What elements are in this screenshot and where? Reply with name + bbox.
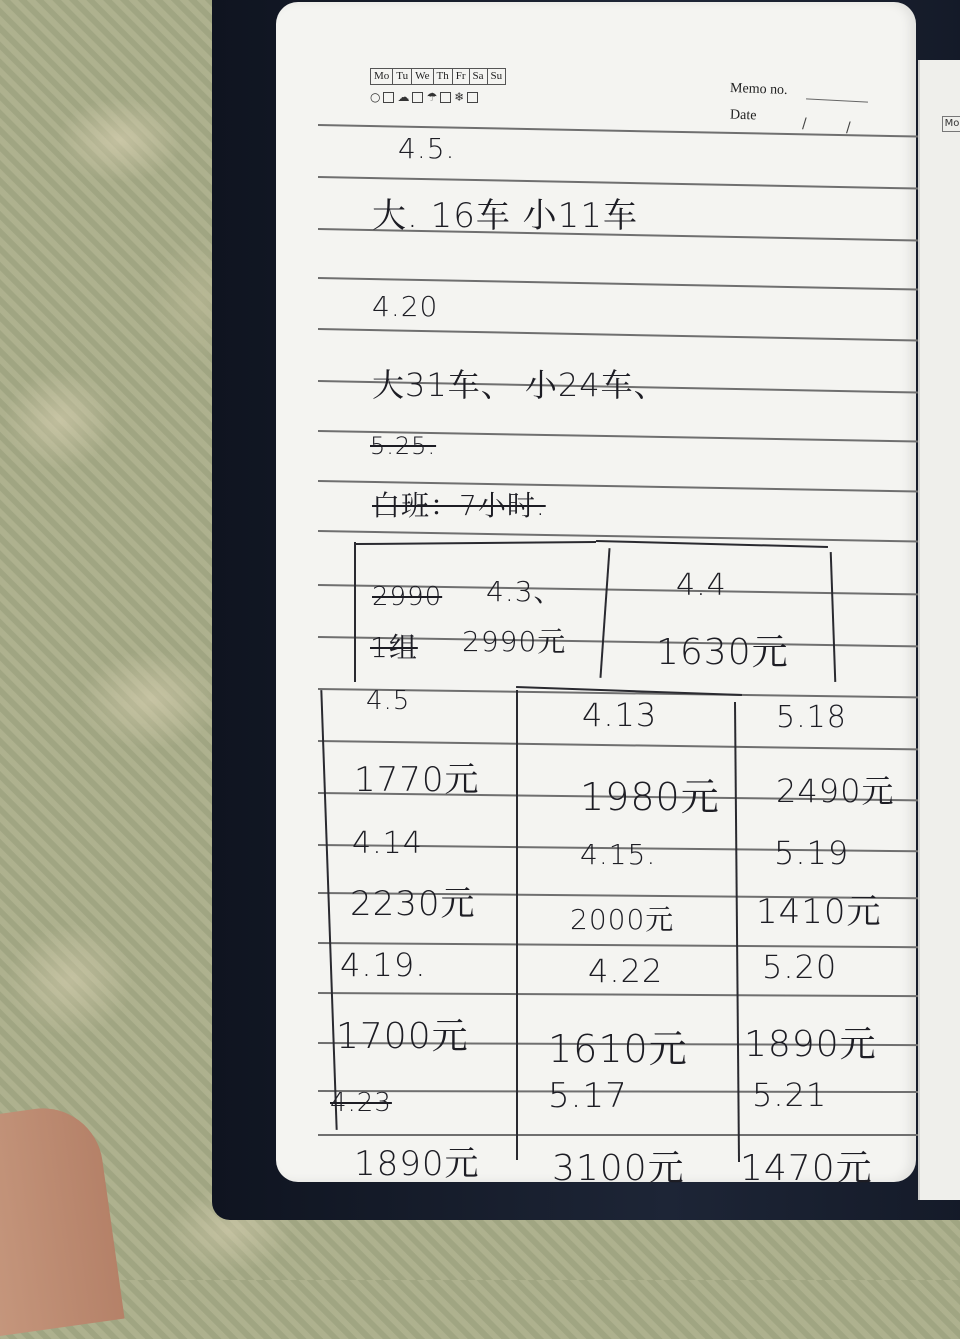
note-line-2: 大. 16车 小11车 [372, 196, 638, 236]
table-cell: 5.20 [762, 948, 838, 986]
note-line-4: 大31车、 小24车、 [372, 366, 667, 404]
memo-label: Memo no. [729, 81, 788, 99]
table-cell: 5.21 [752, 1076, 828, 1114]
box-left-amount: 2990元 [462, 625, 567, 658]
table-cell: 2490元 [776, 772, 895, 810]
rain-checkbox [440, 92, 451, 103]
box-left-label: 1组 [370, 631, 418, 664]
table-cell: 5.18 [776, 700, 847, 735]
facing-page-day: Mo [942, 116, 960, 132]
box-border [354, 542, 356, 682]
table-cell: 3100元 [552, 1148, 685, 1189]
rain-icon: ☂ [426, 90, 438, 104]
note-line-6: 白班：7小时. [372, 489, 546, 522]
table-cell: 5.19 [774, 834, 850, 872]
day-we: We [411, 68, 433, 85]
note-line-5: 5.25. [370, 432, 437, 460]
day-sa: Sa [469, 68, 488, 85]
table-cell: 4.22 [588, 952, 664, 990]
facing-page [918, 60, 960, 1200]
table-cell: 4.15. [580, 838, 657, 871]
table-cell: 2000元 [570, 903, 675, 936]
table-cell: 4.23 [330, 1088, 392, 1118]
table-cell: 4.5 [366, 686, 411, 716]
weather-icons [370, 90, 478, 104]
sun-icon: ○ [370, 90, 381, 104]
table-cell: 1470元 [740, 1148, 873, 1189]
table-cell: 2230元 [350, 884, 476, 924]
table-cell: 1410元 [756, 892, 882, 932]
box-right-amount: 1630元 [656, 632, 789, 673]
table-cell: 1770元 [354, 760, 480, 800]
day-su: Su [487, 68, 507, 85]
table-cell: 4.19. [340, 946, 427, 984]
weekday-boxes [370, 68, 505, 85]
day-tu: Tu [392, 68, 412, 85]
snow-icon: ❄ [454, 90, 465, 104]
cloudy-checkbox [412, 92, 423, 103]
box-left-crossed: 2990 [372, 582, 443, 612]
box-left-date: 4.3、 [486, 575, 563, 608]
table-cell: 1610元 [548, 1027, 688, 1071]
cloudy-icon: ☁ [397, 90, 410, 104]
table-cell: 4.14 [352, 826, 423, 861]
table-cell: 1890元 [744, 1024, 877, 1065]
table-cell: 1700元 [336, 1016, 469, 1057]
sun-checkbox [383, 92, 394, 103]
day-th: Th [433, 68, 453, 85]
table-cell: 1980元 [580, 775, 720, 819]
table-cell: 1890元 [354, 1144, 480, 1184]
date-separator: / [802, 116, 807, 132]
date-separator: / [846, 120, 851, 136]
day-mo: Mo [370, 68, 393, 85]
day-fr: Fr [452, 68, 470, 85]
note-line-1: 4.5. [398, 132, 456, 165]
box-right-date: 4.4 [676, 568, 727, 603]
note-line-3: 4.20 [372, 290, 439, 323]
table-cell: 5.17 [548, 1076, 628, 1116]
table-cell: 4.13 [582, 696, 658, 734]
table-divider-1 [516, 690, 518, 1160]
snow-checkbox [467, 92, 478, 103]
date-label: Date [729, 107, 757, 124]
arm-skin [0, 1101, 125, 1339]
